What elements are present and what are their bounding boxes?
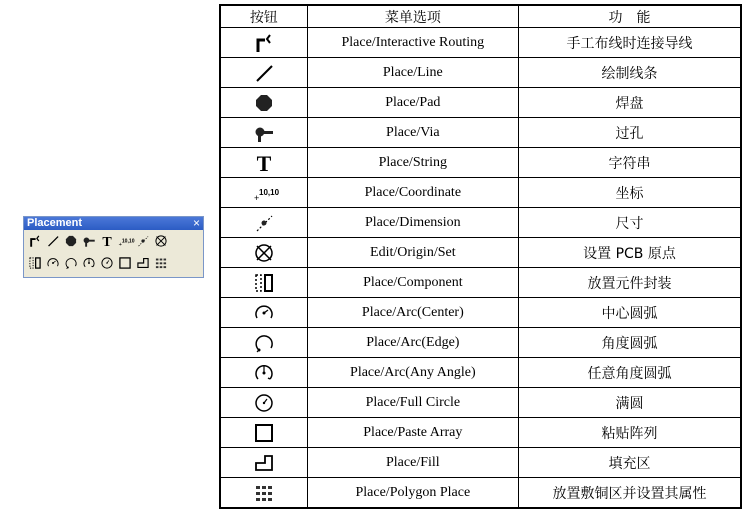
menu-option-cell: Place/Arc(Edge)	[307, 328, 518, 358]
table-row	[220, 298, 741, 328]
menu-option-cell: Place/Paste Array	[307, 418, 518, 448]
table-row	[220, 238, 741, 268]
menu-option-cell: Place/Interactive Routing	[307, 28, 518, 58]
paste-array-icon	[253, 422, 275, 444]
toolbar-reference-table	[219, 4, 742, 509]
toolbar-titlebar[interactable]	[24, 217, 203, 230]
menu-option-cell: Place/Dimension	[307, 208, 518, 238]
fill-icon	[136, 256, 150, 270]
table-row	[220, 178, 741, 208]
line-icon	[253, 62, 275, 84]
polygon-icon	[253, 482, 275, 504]
toolbar-button-coordinate[interactable]	[116, 232, 134, 250]
button-icon-cell	[220, 208, 307, 238]
toolbar-button-pad[interactable]	[62, 232, 80, 250]
function-cell: 过孔	[519, 118, 741, 148]
function-cell: 设置 PCB 原点	[519, 238, 741, 268]
toolbar-button-dimension[interactable]	[134, 232, 152, 250]
function-cell: 粘贴阵列	[519, 418, 741, 448]
toolbar-button-arc-any-angle[interactable]	[80, 254, 98, 272]
header-menu-option: 菜单选项	[307, 5, 518, 28]
svg-text:T: T	[256, 150, 272, 176]
svg-text:10,10: 10,10	[258, 187, 279, 197]
origin-icon	[154, 234, 168, 248]
svg-text:T: T	[102, 235, 112, 251]
toolbar-button-string[interactable]	[98, 232, 116, 250]
table-row	[220, 328, 741, 358]
button-icon-cell	[220, 328, 307, 358]
via-icon	[253, 122, 275, 144]
table-row	[220, 28, 741, 58]
arc-center-icon	[46, 256, 60, 270]
interactive-routing-icon	[253, 32, 275, 54]
button-icon-cell	[220, 238, 307, 268]
arc-center-icon	[253, 302, 275, 324]
header-button: 按钮	[220, 5, 307, 28]
full-circle-icon	[100, 256, 114, 270]
string-icon	[100, 234, 114, 251]
toolbar-button-arc-edge[interactable]	[62, 254, 80, 272]
function-cell: 字符串	[519, 148, 741, 178]
menu-option-cell: Place/Arc(Center)	[307, 298, 518, 328]
toolbar-button-interactive-routing[interactable]	[26, 232, 44, 250]
table-header-row	[220, 5, 741, 28]
menu-option-cell: Edit/Origin/Set	[307, 238, 518, 268]
toolbar-button-paste-array[interactable]	[116, 254, 134, 272]
table-row	[220, 448, 741, 478]
table-row	[220, 148, 741, 178]
placement-toolbar	[23, 216, 204, 278]
menu-option-cell: Place/Fill	[307, 448, 518, 478]
table-row	[220, 208, 741, 238]
button-icon-cell	[220, 268, 307, 298]
line-icon	[46, 234, 60, 248]
component-icon	[28, 256, 42, 270]
arc-edge-icon	[64, 256, 78, 270]
arc-edge-icon	[253, 332, 275, 354]
function-cell: 放置敷铜区并设置其属性	[519, 478, 741, 509]
menu-option-cell: Place/Arc(Any Angle)	[307, 358, 518, 388]
menu-option-cell: Place/String	[307, 148, 518, 178]
component-icon	[253, 272, 275, 294]
menu-option-cell: Place/Line	[307, 58, 518, 88]
coordinate-icon	[118, 234, 135, 249]
origin-icon	[253, 242, 275, 264]
table-body	[220, 28, 741, 509]
coordinate-icon	[253, 182, 279, 204]
button-icon-cell	[220, 448, 307, 478]
toolbar-button-component[interactable]	[26, 254, 44, 272]
toolbar-button-via[interactable]	[80, 232, 98, 250]
full-circle-icon	[253, 392, 275, 414]
svg-text:+: +	[118, 242, 122, 249]
function-cell: 尺寸	[519, 208, 741, 238]
button-icon-cell	[220, 298, 307, 328]
button-icon-cell	[220, 388, 307, 418]
svg-text:+: +	[253, 192, 260, 203]
function-cell: 绘制线条	[519, 58, 741, 88]
toolbar-button-fill[interactable]	[134, 254, 152, 272]
menu-option-cell: Place/Pad	[307, 88, 518, 118]
function-cell: 坐标	[519, 178, 741, 208]
svg-text:10,10: 10,10	[121, 238, 135, 245]
menu-option-cell: Place/Polygon Place	[307, 478, 518, 509]
toolbar-row-1	[24, 230, 203, 252]
dimension-icon	[136, 234, 150, 248]
function-cell: 任意角度圆弧	[519, 358, 741, 388]
fill-icon	[253, 452, 275, 474]
button-icon-cell	[220, 58, 307, 88]
toolbar-button-full-circle[interactable]	[98, 254, 116, 272]
toolbar-button-arc-center[interactable]	[44, 254, 62, 272]
button-icon-cell	[220, 148, 307, 178]
toolbar-button-polygon[interactable]	[152, 254, 170, 272]
interactive-routing-icon	[28, 234, 42, 248]
via-icon	[82, 234, 96, 248]
polygon-icon	[154, 256, 168, 270]
menu-option-cell: Place/Full Circle	[307, 388, 518, 418]
table-row	[220, 478, 741, 509]
table-row	[220, 118, 741, 148]
function-cell: 焊盘	[519, 88, 741, 118]
button-icon-cell	[220, 478, 307, 509]
table-row	[220, 88, 741, 118]
button-icon-cell	[220, 418, 307, 448]
pad-icon	[64, 234, 78, 248]
button-icon-cell	[220, 88, 307, 118]
function-cell: 填充区	[519, 448, 741, 478]
button-icon-cell	[220, 28, 307, 58]
paste-array-icon	[118, 256, 132, 270]
button-icon-cell	[220, 358, 307, 388]
button-icon-cell	[220, 178, 307, 208]
arc-any-angle-icon	[253, 362, 275, 384]
close-icon[interactable]: ×	[192, 216, 200, 230]
button-icon-cell	[220, 118, 307, 148]
table-row	[220, 268, 741, 298]
function-cell: 满圆	[519, 388, 741, 418]
header-function: 功 能	[519, 5, 741, 28]
table-row	[220, 418, 741, 448]
table-row	[220, 388, 741, 418]
arc-any-angle-icon	[82, 256, 96, 270]
function-cell: 中心圆弧	[519, 298, 741, 328]
menu-option-cell: Place/Via	[307, 118, 518, 148]
table-row	[220, 58, 741, 88]
string-icon	[253, 152, 275, 174]
menu-option-cell: Place/Component	[307, 268, 518, 298]
toolbar-button-origin[interactable]	[152, 232, 170, 250]
table-row	[220, 358, 741, 388]
function-cell: 手工布线时连接导线	[519, 28, 741, 58]
menu-option-cell: Place/Coordinate	[307, 178, 518, 208]
function-cell: 放置元件封装	[519, 268, 741, 298]
toolbar-row-2	[24, 252, 203, 274]
pad-icon	[253, 92, 275, 114]
dimension-icon	[253, 212, 275, 234]
toolbar-button-line[interactable]	[44, 232, 62, 250]
function-cell: 角度圆弧	[519, 328, 741, 358]
toolbar-title: Placement	[27, 217, 83, 229]
